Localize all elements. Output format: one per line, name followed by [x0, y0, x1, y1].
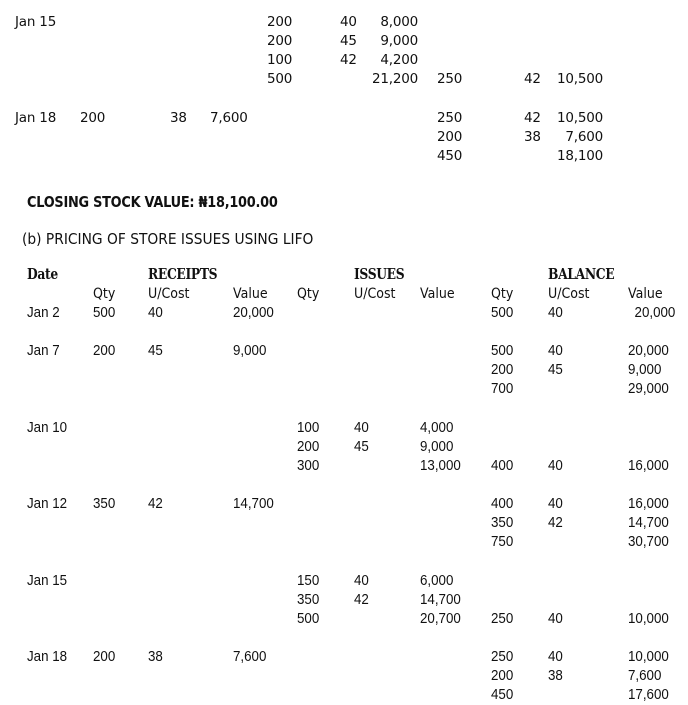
balance-ucost-cell: 40: [548, 305, 563, 321]
issue-qty-cell: 350: [297, 592, 320, 608]
issue-qty-total: 300: [297, 458, 320, 474]
issue-ucost-cell: 40: [354, 420, 369, 436]
balance-qty-cell: 200: [491, 668, 514, 684]
balance-ucost-cell: 40: [548, 458, 563, 474]
subheader-issue-value: Value: [420, 286, 455, 302]
issue-ucost-cell: 45: [354, 439, 369, 455]
header-date: Date: [27, 266, 58, 283]
balance-ucost-cell: 40: [548, 496, 563, 512]
balance-qty-cell: 250: [491, 611, 514, 627]
subheader-balance-value: Value: [628, 286, 663, 302]
issue-value-total: 21,200: [371, 71, 418, 87]
balance-value-cell: 16,000: [628, 458, 669, 474]
issue-qty-cell: 100: [297, 420, 320, 436]
balance-qty-cell: 200: [437, 129, 463, 145]
issue-value-cell: 14,700: [420, 592, 461, 608]
balance-value-cell: 20,000: [634, 305, 675, 321]
receipt-qty-cell: 200: [93, 343, 116, 359]
section-title: (b) PRICING OF STORE ISSUES USING LIFO: [22, 230, 314, 248]
receipt-ucost-cell: 45: [148, 343, 163, 359]
balance-qty-cell: 250: [437, 71, 463, 87]
receipt-ucost-cell: 40: [148, 305, 163, 321]
balance-qty-total: 450: [491, 687, 514, 703]
balance-ucost-cell: 42: [548, 515, 563, 531]
receipt-value-cell: 7,600: [233, 649, 267, 665]
balance-value-total: 29,000: [628, 381, 669, 397]
subheader-balance-qty: Qty: [491, 286, 514, 302]
subheader-receipt-value: Value: [233, 286, 268, 302]
date-cell: Jan 7: [27, 343, 60, 359]
date-cell: Jan 18: [15, 110, 57, 126]
closing-stock-value: CLOSING STOCK VALUE: ₦18,100.00: [27, 193, 278, 211]
balance-ucost-cell: 38: [524, 129, 541, 145]
receipt-value-cell: 20,000: [233, 305, 274, 321]
date-cell: Jan 10: [27, 420, 68, 436]
balance-value-cell: 14,700: [628, 515, 669, 531]
subheader-issue-ucost: U/Cost: [354, 286, 396, 302]
receipt-value-cell: 9,000: [233, 343, 267, 359]
receipt-value-cell: 7,600: [210, 110, 248, 126]
balance-value-cell: 10,000: [628, 611, 669, 627]
issue-value-cell: 4,200: [380, 52, 418, 68]
date-cell: Jan 18: [27, 649, 68, 665]
issue-ucost-cell: 42: [354, 592, 369, 608]
balance-ucost-cell: 42: [524, 110, 541, 126]
subheader-receipt-ucost: U/Cost: [148, 286, 190, 302]
issue-ucost-cell: 45: [340, 33, 357, 49]
balance-qty-cell: 250: [491, 649, 514, 665]
issue-qty-cell: 100: [267, 52, 293, 68]
header-balance: BALANCE: [548, 266, 615, 283]
issue-value-cell: 4,000: [420, 420, 454, 436]
balance-qty-cell: 200: [491, 362, 514, 378]
issue-qty-cell: 200: [297, 439, 320, 455]
issue-value-cell: 9,000: [420, 439, 454, 455]
balance-qty-cell: 500: [491, 343, 514, 359]
balance-ucost-cell: 38: [548, 668, 563, 684]
subheader-receipt-qty: Qty: [93, 286, 116, 302]
date-cell: Jan 12: [27, 496, 68, 512]
balance-value-total: 18,100: [556, 148, 603, 164]
balance-value-cell: 16,000: [628, 496, 669, 512]
date-cell: Jan 15: [27, 573, 68, 589]
issue-value-total: 20,700: [420, 611, 461, 627]
balance-value-cell: 7,600: [628, 668, 662, 684]
balance-ucost-cell: 45: [548, 362, 563, 378]
balance-qty-cell: 500: [491, 305, 514, 321]
receipt-qty-cell: 200: [80, 110, 106, 126]
issue-ucost-cell: 40: [340, 14, 357, 30]
balance-value-cell: 20,000: [628, 343, 669, 359]
subheader-balance-ucost: U/Cost: [548, 286, 590, 302]
issue-qty-total: 500: [267, 71, 293, 87]
balance-value-cell: 10,500: [556, 71, 603, 87]
receipt-value-cell: 14,700: [233, 496, 274, 512]
date-cell: Jan 15: [15, 14, 57, 30]
balance-ucost-cell: 42: [524, 71, 541, 87]
issue-value-cell: 8,000: [380, 14, 418, 30]
balance-value-cell: 10,000: [628, 649, 669, 665]
issue-value-total: 13,000: [420, 458, 461, 474]
subheader-issue-qty: Qty: [297, 286, 320, 302]
receipt-ucost-cell: 42: [148, 496, 163, 512]
receipt-qty-cell: 500: [93, 305, 116, 321]
header-receipts: RECEIPTS: [148, 266, 218, 283]
receipt-qty-cell: 200: [93, 649, 116, 665]
header-issues: ISSUES: [354, 266, 405, 283]
balance-value-total: 17,600: [628, 687, 669, 703]
receipt-qty-cell: 350: [93, 496, 116, 512]
date-cell: Jan 2: [27, 305, 60, 321]
balance-value-cell: 7,600: [565, 129, 603, 145]
balance-qty-cell: 400: [491, 458, 514, 474]
balance-ucost-cell: 40: [548, 343, 563, 359]
issue-ucost-cell: 42: [340, 52, 357, 68]
balance-qty-cell: 350: [491, 515, 514, 531]
balance-qty-total: 700: [491, 381, 514, 397]
balance-qty-total: 450: [437, 148, 463, 164]
balance-value-total: 30,700: [628, 534, 669, 550]
balance-ucost-cell: 40: [548, 649, 563, 665]
balance-value-cell: 10,500: [556, 110, 603, 126]
issue-qty-cell: 200: [267, 14, 293, 30]
issue-qty-cell: 200: [267, 33, 293, 49]
issue-qty-cell: 150: [297, 573, 320, 589]
balance-value-cell: 9,000: [628, 362, 662, 378]
receipt-ucost-cell: 38: [170, 110, 187, 126]
balance-qty-total: 750: [491, 534, 514, 550]
issue-qty-total: 500: [297, 611, 320, 627]
balance-qty-cell: 400: [491, 496, 514, 512]
issue-ucost-cell: 40: [354, 573, 369, 589]
issue-value-cell: 6,000: [420, 573, 454, 589]
issue-value-cell: 9,000: [380, 33, 418, 49]
receipt-ucost-cell: 38: [148, 649, 163, 665]
balance-ucost-cell: 40: [548, 611, 563, 627]
balance-qty-cell: 250: [437, 110, 463, 126]
